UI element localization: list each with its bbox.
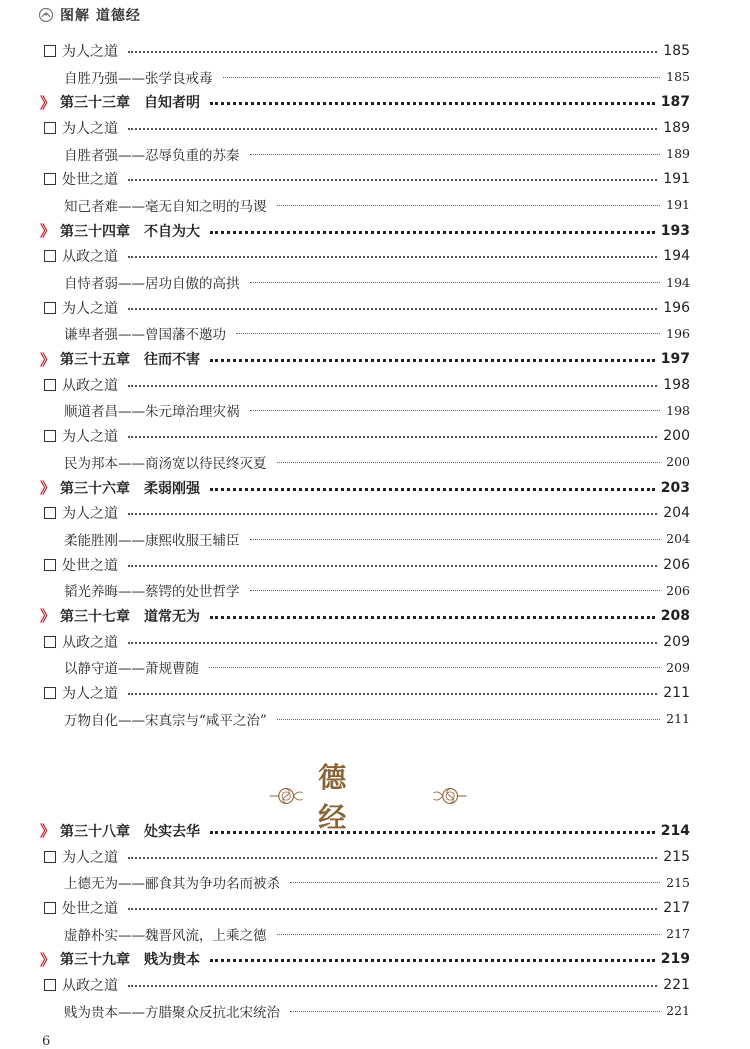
checkbox-square-icon — [44, 636, 56, 648]
toc-section-row[interactable] — [44, 115, 690, 141]
toc-section-row[interactable] — [44, 38, 690, 64]
toc-entry-page: 191 — [663, 171, 690, 188]
toc-entry-title: 第三十九章 贱为贵本 — [60, 952, 200, 969]
toc-entry-title: 以静守道——萧规曹随 — [64, 661, 199, 678]
toc-entry-page: 206 — [666, 582, 690, 598]
toc-entry-page: 196 — [663, 299, 690, 316]
checkbox-square-icon — [44, 250, 56, 262]
page-number: 6 — [42, 1034, 51, 1049]
toc-entry-page: 214 — [660, 822, 690, 839]
dot-leader — [290, 869, 666, 895]
toc-section-row[interactable] — [44, 552, 690, 578]
toc-story-row[interactable] — [44, 64, 690, 90]
dot-leader — [277, 706, 666, 732]
toc-section-row[interactable] — [44, 895, 690, 921]
dot-leader — [277, 192, 667, 218]
toc-section-row[interactable] — [44, 680, 690, 706]
toc-entry-page: 187 — [660, 94, 690, 111]
toc-entry-title: 为人之道 — [62, 849, 118, 866]
dot-leader — [128, 972, 663, 998]
toc-entry-page: 200 — [663, 428, 690, 445]
toc-story-row[interactable] — [44, 998, 690, 1024]
toc-entry-title: 为人之道 — [62, 506, 118, 523]
toc-entry-title: 第三十四章 不自为大 — [60, 223, 200, 240]
toc-entry-page: 194 — [663, 248, 690, 265]
toc-entry-page: 198 — [663, 376, 690, 393]
header-title: 图解 道德经 — [60, 8, 141, 24]
toc-list-bottom — [40, 818, 690, 1024]
dot-leader — [210, 346, 661, 372]
toc-entry-title: 从政之道 — [62, 377, 118, 394]
toc-entry-title: 为人之道 — [62, 43, 118, 60]
dot-leader — [236, 321, 666, 347]
dot-leader — [128, 295, 663, 321]
checkbox-square-icon — [44, 45, 56, 57]
toc-entry-title: 自恃者弱——居功自傲的高拱 — [64, 276, 240, 293]
toc-section-row[interactable] — [44, 629, 690, 655]
toc-entry-page: 217 — [666, 926, 690, 942]
toc-story-row[interactable] — [44, 269, 690, 295]
checkbox-square-icon — [44, 379, 56, 391]
dot-leader — [250, 398, 667, 424]
toc-entry-page: 208 — [660, 607, 690, 624]
toc-entry-page: 209 — [663, 633, 690, 650]
toc-entry-title: 处世之道 — [62, 557, 118, 574]
checkbox-square-icon — [44, 559, 56, 571]
toc-section-row[interactable] — [44, 972, 690, 998]
toc-entry-title: 自胜者强——忍辱负重的苏秦 — [64, 147, 240, 164]
toc-entry-title: 第三十七章 道常无为 — [60, 608, 200, 625]
toc-story-row[interactable] — [44, 869, 690, 895]
toc-entry-page: 185 — [663, 42, 690, 59]
toc-entry-title: 为人之道 — [62, 429, 118, 446]
toc-chapter-row[interactable] — [40, 89, 690, 115]
dot-leader — [128, 115, 663, 141]
checkbox-square-icon — [44, 979, 56, 991]
chapter-marker-icon: 》 — [40, 607, 56, 626]
chapter-marker-icon: 》 — [40, 950, 56, 969]
toc-entry-page: 203 — [660, 479, 690, 496]
checkbox-square-icon — [44, 430, 56, 442]
toc-section-row[interactable] — [44, 166, 690, 192]
toc-entry-page: 191 — [666, 197, 690, 213]
toc-section-row[interactable] — [44, 844, 690, 870]
toc-entry-page: 200 — [666, 454, 690, 470]
toc-list-top — [40, 38, 690, 732]
dot-leader — [250, 526, 667, 552]
dot-leader — [210, 89, 661, 115]
toc-chapter-row[interactable] — [40, 818, 690, 844]
toc-entry-title: 处世之道 — [62, 172, 118, 189]
dot-leader — [128, 895, 663, 921]
book-logo-icon — [38, 7, 54, 23]
toc-section-row[interactable] — [44, 500, 690, 526]
toc-story-row[interactable] — [44, 526, 690, 552]
toc-entry-page: 197 — [660, 351, 690, 368]
toc-story-row[interactable] — [44, 577, 690, 603]
toc-entry-title: 谦卑者强——曾国藩不邀功 — [64, 327, 226, 344]
dot-leader — [223, 64, 667, 90]
toc-entry-page: 204 — [666, 531, 690, 547]
dot-leader — [128, 680, 663, 706]
toc-entry-title: 贱为贵本——方腊聚众反抗北宋统治 — [64, 1004, 280, 1021]
toc-entry-page: 189 — [663, 119, 690, 136]
toc-entry-title: 万物自化——宋真宗与“咸平之治” — [64, 712, 267, 729]
dot-leader — [128, 629, 663, 655]
toc-entry-page: 221 — [663, 976, 690, 993]
toc-entry-page: 215 — [666, 874, 690, 890]
right-ornament-icon — [432, 783, 468, 809]
toc-entry-page: 196 — [666, 325, 690, 341]
toc-section-row[interactable] — [44, 244, 690, 270]
part-heading — [268, 761, 468, 834]
checkbox-square-icon — [44, 173, 56, 185]
chapter-marker-icon: 》 — [40, 222, 56, 241]
checkbox-square-icon — [44, 687, 56, 699]
toc-entry-title: 民为邦本——商汤宽以待民终灭夏 — [64, 455, 267, 472]
chapter-marker-icon: 》 — [40, 822, 56, 841]
toc-section-row[interactable] — [44, 295, 690, 321]
toc-entry-title: 韬光养晦——蔡锷的处世哲学 — [64, 584, 240, 601]
dot-leader — [128, 552, 663, 578]
toc-entry-page: 217 — [663, 899, 690, 916]
toc-story-row[interactable] — [44, 655, 690, 681]
toc-section-row[interactable] — [44, 423, 690, 449]
toc-entry-page: 221 — [666, 1003, 690, 1019]
dot-leader — [128, 844, 663, 870]
dot-leader — [250, 577, 667, 603]
toc-section-row[interactable] — [44, 372, 690, 398]
toc-entry-title: 为人之道 — [62, 686, 118, 703]
toc-chapter-row[interactable] — [40, 475, 690, 501]
toc-entry-page: 206 — [663, 556, 690, 573]
toc-entry-page: 194 — [666, 274, 690, 290]
toc-entry-title: 自胜乃强——张学良戒毒 — [64, 70, 213, 87]
dot-leader — [210, 218, 661, 244]
chapter-marker-icon: 》 — [40, 479, 56, 498]
chapter-marker-icon: 》 — [40, 93, 56, 112]
toc-entry-page: 215 — [663, 848, 690, 865]
toc-entry-title: 柔能胜刚——康熙收服王辅臣 — [64, 532, 240, 549]
toc-entry-title: 为人之道 — [62, 120, 118, 137]
toc-story-row[interactable] — [44, 192, 690, 218]
dot-leader — [128, 500, 663, 526]
dot-leader — [277, 921, 667, 947]
toc-story-row[interactable] — [44, 398, 690, 424]
toc-entry-page: 211 — [663, 685, 690, 702]
toc-entry-page: 209 — [666, 659, 690, 675]
dot-leader — [250, 269, 667, 295]
toc-chapter-row[interactable] — [40, 603, 690, 629]
dot-leader — [290, 998, 666, 1024]
dot-leader — [250, 141, 667, 167]
toc-entry-title: 知己者难——毫无自知之明的马谡 — [64, 198, 267, 215]
toc-entry-page: 189 — [666, 146, 690, 162]
toc-entry-title: 第三十三章 自知者明 — [60, 95, 200, 112]
dot-leader — [210, 603, 661, 629]
toc-entry-title: 第三十八章 处实去华 — [60, 823, 200, 840]
toc-entry-page: 198 — [666, 402, 690, 418]
toc-entry-title: 顺道者昌——朱元璋治理灾祸 — [64, 404, 240, 421]
toc-chapter-row[interactable] — [40, 218, 690, 244]
toc-entry-page: 185 — [666, 69, 690, 85]
toc-entry-page: 219 — [660, 951, 690, 968]
dot-leader — [128, 38, 663, 64]
dot-leader — [128, 244, 663, 270]
toc-chapter-row[interactable] — [40, 946, 690, 972]
running-header — [38, 4, 141, 26]
toc-story-row[interactable] — [44, 449, 690, 475]
toc-entry-page: 204 — [663, 505, 690, 522]
toc-entry-title: 处世之道 — [62, 900, 118, 917]
dot-leader — [210, 946, 661, 972]
toc-entry-page: 211 — [666, 711, 690, 727]
dot-leader — [277, 449, 667, 475]
dot-leader — [210, 475, 661, 501]
toc-story-row[interactable] — [44, 321, 690, 347]
dot-leader — [128, 372, 663, 398]
toc-entry-title: 从政之道 — [62, 634, 118, 651]
dot-leader — [209, 655, 666, 681]
toc-story-row[interactable] — [44, 706, 690, 732]
chapter-marker-icon: 》 — [40, 350, 56, 369]
toc-story-row[interactable] — [44, 921, 690, 947]
checkbox-square-icon — [44, 122, 56, 134]
toc-entry-title: 从政之道 — [62, 249, 118, 266]
toc-entry-title: 第三十五章 往而不害 — [60, 352, 200, 369]
left-ornament-icon — [268, 783, 304, 809]
toc-story-row[interactable] — [44, 141, 690, 167]
toc-entry-title: 为人之道 — [62, 300, 118, 317]
toc-entry-title: 从政之道 — [62, 977, 118, 994]
toc-entry-page: 193 — [660, 222, 690, 239]
toc-entry-title: 第三十六章 柔弱刚强 — [60, 480, 200, 497]
toc-chapter-row[interactable] — [40, 346, 690, 372]
dot-leader — [128, 166, 663, 192]
toc-entry-title: 虚静朴实——魏晋风流，上乘之德 — [64, 927, 267, 944]
checkbox-square-icon — [44, 507, 56, 519]
dot-leader — [210, 818, 661, 844]
checkbox-square-icon — [44, 851, 56, 863]
part-title: 德 经 — [318, 761, 371, 834]
checkbox-square-icon — [44, 302, 56, 314]
checkbox-square-icon — [44, 902, 56, 914]
dot-leader — [128, 423, 663, 449]
toc-entry-title: 上德无为——郦食其为争功名而被杀 — [64, 876, 280, 893]
